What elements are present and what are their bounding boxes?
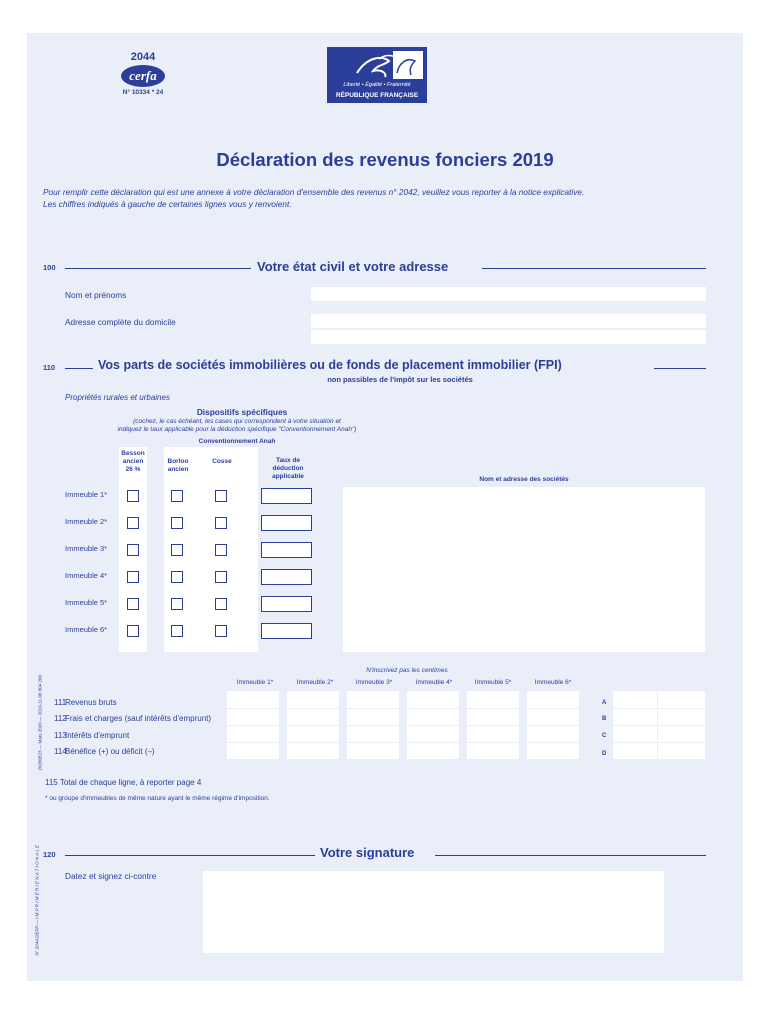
taux-input[interactable] [261,623,312,639]
immeuble-label: Immeuble 2* [65,517,108,526]
page-title: Déclaration des revenus fonciers 2019 [216,149,554,170]
divider [65,855,315,856]
section-120-code: 120 [43,850,56,859]
address-field-2[interactable] [311,330,706,344]
borloo-header-line: Borloo [167,458,189,465]
footnote: * ou groupe d'immeubles de même nature ayant le même régime d'imposition. [45,795,270,802]
besson-header-line: ancien [122,458,144,465]
intro-text [43,186,733,210]
divider [65,368,93,369]
taux-input[interactable] [261,596,312,612]
besson-checkbox[interactable] [127,571,139,583]
rf-motto: Liberté • Égalité • Fraternité [343,82,411,88]
cosse-checkbox[interactable] [215,544,227,556]
immeuble-label: Immeuble 1* [65,490,108,499]
taux-header-line: applicable [272,473,304,480]
societes-field[interactable] [343,487,705,652]
marianne-icon [327,47,427,81]
besson-checkbox[interactable] [127,598,139,610]
besson-checkbox[interactable] [127,490,139,502]
cosse-checkbox[interactable] [215,625,227,637]
taux-input[interactable] [261,488,312,504]
divider [654,368,706,369]
marianne-logo [327,47,427,103]
section-100-title: Votre état civil et votre adresse [257,259,449,274]
form-number: 2044 [130,51,156,63]
amount-col-header: Immeuble 3* [355,679,393,686]
amount-line-label: Frais et charges (sauf intérêts d'emprunt) [65,714,212,723]
taux-header-line: Taux de [275,457,301,464]
societes-header: Nom et adresse des sociétés [479,476,569,483]
amount-line-code: 112 [54,714,67,723]
borloo-checkbox[interactable] [171,517,183,529]
besson-checkbox[interactable] [127,517,139,529]
side-reference: 20200823 — Mars 2020 — 2019-11-08 004 200 [37,675,43,771]
amount-line-letter: B [602,716,607,722]
borloo-checkbox[interactable] [171,625,183,637]
immeuble-label: Immeuble 3* [65,544,108,553]
amount-line-code: 113 [54,731,67,740]
besson-header-line: 26 % [125,466,141,473]
besson-header [115,450,151,474]
cosse-header: Cosse [212,458,232,465]
besson-header-line: Besson [121,450,145,457]
borloo-header [163,458,193,474]
form-page [27,33,743,981]
borloo-header-line: ancien [167,466,189,473]
borloo-checkbox[interactable] [171,571,183,583]
amount-line-code: 111 [54,698,67,707]
name-label: Nom et prénoms [65,290,127,300]
taux-input[interactable] [261,569,312,585]
borloo-checkbox[interactable] [171,544,183,556]
amount-line-letter: A [602,700,607,706]
row-divider [65,708,705,709]
properties-label: Propriétés rurales et urbaines [65,393,170,402]
amount-col-header: Immeuble 5* [474,679,512,686]
cerfa-logo-text: cerfa [129,68,157,83]
row-divider [65,742,705,743]
divider [435,855,706,856]
besson-checkbox[interactable] [127,544,139,556]
section-120-title: Votre signature [320,845,415,860]
amount-line-label: Intérêts d'emprunt [65,731,130,740]
dispositifs-note-1: (cochez, le cas échéant, les cases qui correspondent à votre situation et [133,418,341,425]
borloo-checkbox[interactable] [171,598,183,610]
immeuble-label: Immeuble 4* [65,571,108,580]
amount-col-header: Immeuble 2* [296,679,334,686]
immeuble-label: Immeuble 6* [65,625,108,634]
immeuble-label: Immeuble 5* [65,598,108,607]
dispositifs-title: Dispositifs spécifiques [196,407,288,417]
cerfa-number: N° 10334 * 24 [122,89,164,96]
divider [482,268,706,269]
row-divider [65,725,705,726]
cerfa-logo [121,65,165,87]
intro-line-2: Les chiffres indiqués à gauche de certaines lignes vous y renvoient. [43,199,292,209]
amount-line-label: Revenus bruts [65,698,117,707]
cosse-checkbox[interactable] [215,517,227,529]
cosse-checkbox[interactable] [215,598,227,610]
amount-col-header: Immeuble 1* [236,679,274,686]
col-divider [657,691,658,759]
address-field-1[interactable] [311,314,706,328]
amount-line-code: 114 [54,747,67,756]
cosse-checkbox[interactable] [215,490,227,502]
besson-checkbox[interactable] [127,625,139,637]
anah-label: Conventionnement Anah [198,438,276,445]
section-110-code: 110 [43,363,56,372]
taux-header-line: déduction [272,465,304,472]
signature-field[interactable] [203,871,664,953]
total-line-label: 115 Total de chaque ligne, à reporter page 4 [45,778,202,787]
amount-line-letter: D [602,751,607,757]
address-label: Adresse complète du domicile [65,317,176,327]
name-field[interactable] [311,287,706,301]
taux-header [260,457,316,481]
cosse-checkbox[interactable] [215,571,227,583]
side-printer: N° 2044-DEFP — I M P R I M E R I E N A T I O N A L E [34,845,40,956]
amount-line-label: Bénéfice (+) ou déficit (–) [65,747,155,756]
divider [65,268,251,269]
borloo-checkbox[interactable] [171,490,183,502]
amount-col-header: Immeuble 6* [534,679,572,686]
intro-line-1: Pour remplir cette déclaration qui est une annexe à votre déclaration d'ensemble des revenus n° 2042, veuillez vous reporter à la notice explicative. [43,187,585,197]
section-110-subtitle: non passibles de l'impôt sur les sociétés [327,375,473,384]
section-110-title: Vos parts de sociétés immobilières ou de fonds de placement immobilier (FPI) [98,358,562,372]
dispositifs-note-2: indiquez le taux applicable pour la déduction spécifique "Conventionnement Anah") [117,426,357,433]
centimes-note: N'inscrivez pas les centimes [366,667,448,674]
section-100-code: 100 [43,263,56,272]
taux-input[interactable] [261,542,312,558]
rf-name: RÉPUBLIQUE FRANÇAISE [335,92,419,99]
amount-col-header: Immeuble 4* [415,679,453,686]
amount-line-letter: C [602,733,607,739]
signature-label: Datez et signez ci-contre [65,871,157,881]
taux-input[interactable] [261,515,312,531]
